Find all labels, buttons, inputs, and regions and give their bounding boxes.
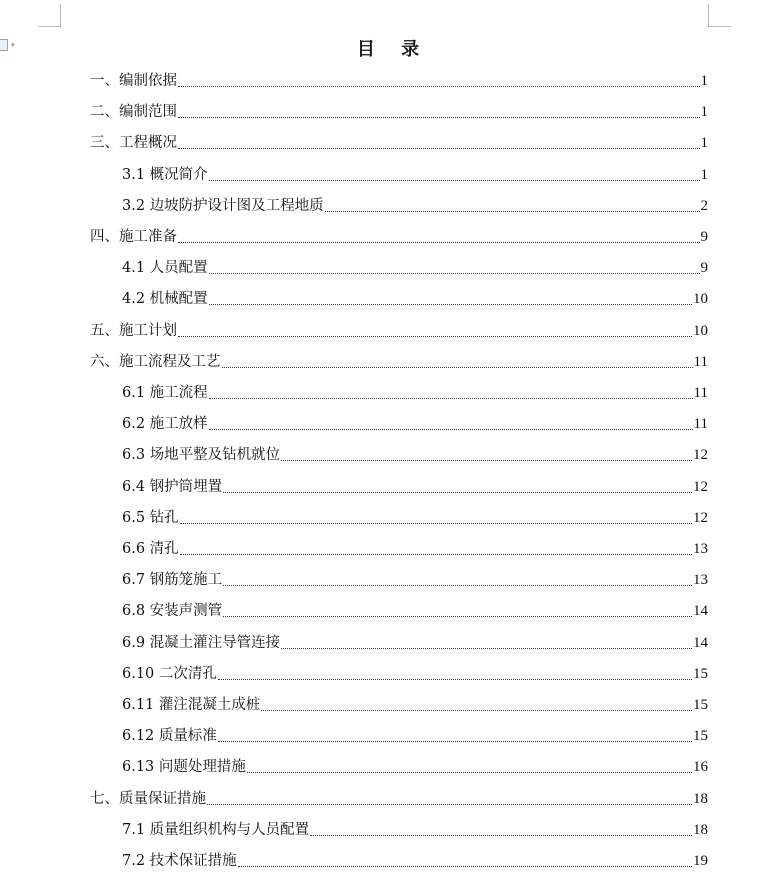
toc-dot-leader bbox=[209, 428, 693, 430]
toc-entry[interactable] bbox=[122, 819, 708, 841]
toc-entry-label[interactable]: 6.10 二次清孔 bbox=[122, 665, 217, 682]
toc-entry-label[interactable]: 6.7 钢筋笼施工 bbox=[122, 572, 223, 589]
toc-page-number[interactable]: 1 bbox=[700, 73, 708, 89]
toc-dot-leader bbox=[180, 522, 692, 524]
toc-dot-leader bbox=[218, 678, 692, 680]
toc-page-number[interactable]: 10 bbox=[693, 291, 708, 308]
toc-entry-label[interactable]: 二、编制范围 bbox=[90, 104, 177, 121]
toc-entry-label[interactable]: 6.12 质量标准 bbox=[122, 728, 217, 745]
crop-mark-top-right bbox=[708, 4, 731, 27]
toc-page-number[interactable]: 14 bbox=[693, 634, 708, 651]
toc-entry-label[interactable]: 4.1 人员配置 bbox=[122, 260, 208, 277]
toc-dot-leader bbox=[178, 147, 700, 149]
toc-entry-label[interactable]: 一、编制依据 bbox=[90, 73, 177, 89]
toc-entry-label[interactable]: 四、施工准备 bbox=[90, 229, 177, 245]
toc-entry-label[interactable]: 7.1 质量组织机构与人员配置 bbox=[122, 821, 310, 838]
toc-dot-leader bbox=[207, 803, 692, 805]
toc-page-number[interactable]: 1 bbox=[700, 135, 708, 152]
toc-entry-label[interactable]: 6.9 混凝土灌注导管连接 bbox=[122, 634, 281, 651]
toc-title: 目 录 bbox=[356, 39, 430, 60]
toc-page-number[interactable]: 19 bbox=[693, 853, 708, 869]
toc-dot-leader bbox=[223, 615, 692, 617]
toc-entry-label[interactable]: 6.8 安装声测管 bbox=[122, 603, 223, 620]
toc-entry[interactable] bbox=[90, 132, 708, 154]
toc-dot-leader bbox=[209, 179, 700, 181]
toc-entry[interactable] bbox=[122, 725, 708, 747]
toc-entry-label[interactable]: 3.2 边坡防护设计图及工程地质 bbox=[122, 197, 324, 214]
toc-entry[interactable] bbox=[122, 413, 708, 435]
toc-entry-label[interactable]: 6.3 场地平整及钻机就位 bbox=[122, 447, 281, 464]
toc-page-number[interactable]: 12 bbox=[693, 478, 708, 495]
toc-entry[interactable] bbox=[122, 600, 708, 622]
toc-entry[interactable] bbox=[122, 476, 708, 498]
toc-entry[interactable] bbox=[122, 756, 708, 778]
toc-entry-label[interactable]: 6.5 钻孔 bbox=[122, 509, 179, 526]
toc-entry-label[interactable]: 五、施工计划 bbox=[90, 322, 177, 339]
toc-entry-label[interactable]: 六、施工流程及工艺 bbox=[90, 353, 221, 370]
toc-entry[interactable] bbox=[90, 226, 708, 248]
toc-page-number[interactable]: 10 bbox=[693, 322, 708, 339]
toc-dot-leader bbox=[261, 709, 692, 711]
toc-page-number[interactable]: 18 bbox=[693, 821, 708, 838]
toc-entry[interactable] bbox=[122, 444, 708, 466]
toc-entry[interactable] bbox=[122, 382, 708, 404]
toc-dot-leader bbox=[238, 865, 692, 867]
toc-dot-leader bbox=[281, 647, 692, 649]
toc-page-number[interactable]: 18 bbox=[693, 790, 708, 807]
toc-dot-leader bbox=[223, 584, 692, 586]
toc-dot-leader bbox=[247, 771, 692, 773]
toc-dot-leader bbox=[325, 210, 700, 212]
toc-entry[interactable] bbox=[122, 538, 708, 560]
toc-page-number[interactable]: 13 bbox=[693, 541, 708, 557]
toc-entry[interactable] bbox=[122, 195, 708, 217]
toc-entry[interactable] bbox=[90, 320, 708, 342]
toc-entry[interactable] bbox=[122, 288, 708, 310]
toc-page-number[interactable]: 16 bbox=[693, 759, 708, 776]
toc-dot-leader bbox=[178, 241, 700, 243]
toc-entry[interactable] bbox=[122, 164, 708, 186]
toc-entry[interactable] bbox=[122, 632, 708, 654]
toc-page-number[interactable]: 9 bbox=[700, 260, 708, 277]
toc-page-number[interactable]: 14 bbox=[693, 603, 708, 620]
toc-entry[interactable] bbox=[122, 663, 708, 685]
toc-entry[interactable] bbox=[122, 507, 708, 529]
toc-dot-leader bbox=[209, 303, 692, 305]
toc-entry-label[interactable]: 6.13 问题处理措施 bbox=[122, 759, 246, 776]
chevron-down-icon[interactable]: ▾ bbox=[11, 41, 15, 49]
toc-dot-leader bbox=[281, 459, 692, 461]
toc-entry-label[interactable]: 6.2 施工放样 bbox=[122, 416, 208, 433]
toc-entry[interactable] bbox=[122, 694, 708, 716]
toc-entry[interactable] bbox=[122, 850, 708, 872]
toc-entry-label[interactable]: 7.2 技术保证措施 bbox=[122, 853, 237, 869]
toc-page-number[interactable]: 15 bbox=[693, 665, 708, 682]
toc-dot-leader bbox=[209, 397, 693, 399]
toc-entry-label[interactable]: 6.6 清孔 bbox=[122, 541, 179, 557]
toc-dot-leader bbox=[222, 366, 693, 368]
toc-page-number[interactable]: 9 bbox=[700, 229, 708, 245]
toc-entry-label[interactable]: 6.1 施工流程 bbox=[122, 385, 208, 401]
toc-entry[interactable] bbox=[122, 569, 708, 591]
toc-page-number[interactable]: 13 bbox=[693, 572, 708, 589]
toc-dot-leader bbox=[178, 85, 700, 87]
toc-entry[interactable] bbox=[122, 257, 708, 279]
toc-entry[interactable] bbox=[90, 351, 708, 373]
toc-dot-leader bbox=[310, 834, 692, 836]
toc-dot-leader bbox=[178, 116, 700, 118]
toc-page-number[interactable]: 12 bbox=[693, 447, 708, 464]
crop-mark-top-left bbox=[38, 4, 61, 27]
toc-page-number[interactable]: 11 bbox=[693, 416, 708, 433]
toc-page-number[interactable]: 11 bbox=[693, 353, 708, 370]
toc-page-number[interactable]: 1 bbox=[700, 166, 708, 183]
toc-entry-label[interactable]: 3.1 概况简介 bbox=[122, 166, 208, 183]
toc-entry-label[interactable]: 6.11 灌注混凝土成桩 bbox=[122, 697, 261, 713]
toc-entry-label[interactable]: 4.2 机械配置 bbox=[122, 291, 208, 308]
toc-dot-leader bbox=[223, 491, 692, 493]
toc-entry-label[interactable]: 七、质量保证措施 bbox=[90, 790, 206, 807]
toc-entry[interactable] bbox=[90, 788, 708, 810]
toc-page-number[interactable]: 2 bbox=[700, 197, 708, 214]
toc-entry-label[interactable]: 三、工程概况 bbox=[90, 135, 177, 152]
toc-page-number[interactable]: 15 bbox=[693, 697, 708, 713]
toc-page-number[interactable]: 12 bbox=[693, 509, 708, 526]
toc-entry[interactable] bbox=[90, 70, 708, 92]
toc-entry-label[interactable]: 6.4 钢护筒埋置 bbox=[122, 478, 223, 495]
toc-page-number[interactable]: 1 bbox=[700, 104, 708, 121]
toc-dot-leader bbox=[180, 553, 692, 555]
toc-dot-leader bbox=[178, 335, 692, 337]
toc-dot-leader bbox=[209, 272, 700, 274]
toc-page-number[interactable]: 15 bbox=[693, 728, 708, 745]
toc-page-number[interactable]: 11 bbox=[693, 385, 708, 401]
toc-entry[interactable] bbox=[90, 101, 708, 123]
toc-dot-leader bbox=[218, 740, 692, 742]
